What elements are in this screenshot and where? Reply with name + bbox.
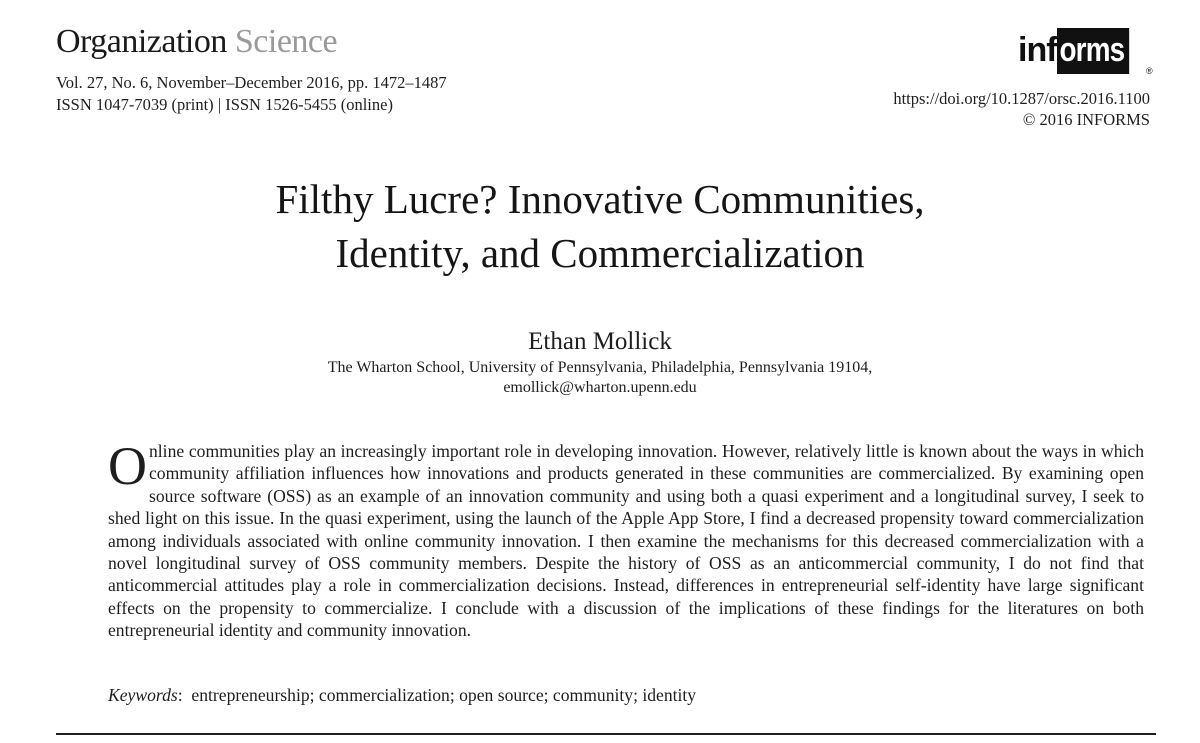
logo-part-1: inf: [1018, 31, 1057, 69]
keywords-values: entrepreneurship; commercialization; open source; community; identity: [191, 685, 697, 705]
informs-logo: [1018, 28, 1152, 76]
keywords-label: Keywords: [108, 685, 178, 705]
author-name: Ethan Mollick: [528, 328, 672, 355]
journal-name-secondary: Science: [234, 23, 338, 60]
logo-part-2: orms: [1057, 28, 1129, 74]
issn-line: ISSN 1047-7039 (print) | ISSN 1526-5455 (online): [56, 95, 393, 114]
journal-name-primary: Organization: [56, 23, 227, 60]
keywords-line: [108, 684, 696, 706]
abstract-drop-cap: O: [108, 436, 147, 496]
author-affiliation: The Wharton School, University of Pennsylvania, Philadelphia, Pennsylvania 19104,: [327, 359, 873, 376]
abstract: [108, 436, 1144, 642]
author-affiliation-block: [0, 358, 1200, 398]
section-divider: [56, 733, 1156, 735]
journal-name: [56, 22, 337, 62]
registered-mark: ®: [1146, 66, 1152, 76]
copyright-notice: © 2016 INFORMS: [1022, 110, 1150, 129]
journal-metadata: [56, 72, 447, 116]
author-email[interactable]: emollick@wharton.upenn.edu: [503, 379, 697, 396]
article-title-line-2: Identity, and Commercialization: [335, 230, 865, 276]
abstract-text: nline communities play an increasingly important role in developing innovation. However, relatively little is known about the ways in which community affiliation influences how innovations and products generated in these communities are commercialized. By examining open source software (OSS) as an example of an innovation community and using both a quasi experiment and a longitudinal survey, I seek to shed light on this issue. In the quasi experiment, using the launch of the Apple App Store, I find a decreased propensity toward commercialization among individuals associated with online community innovation. I then examine the mechanisms for this decreased commercialization with a novel longitudinal survey of OSS community members. Despite the history of OSS as an anticommercial community, I do not find that anticommercial attitudes play a role in commercialization decisions. Instead, differences in entrepreneurial self-identity have large significant effects on the propensity to commercialize. I conclude with a discussion of the implications of these findings for the literatures on both entrepreneurial identity and community innovation.: [108, 441, 1144, 641]
article-title: [0, 172, 1200, 280]
article-title-line-1: Filthy Lucre? Innovative Communities,: [275, 176, 925, 222]
keywords-separator: :: [177, 685, 183, 705]
volume-line: Vol. 27, No. 6, November–December 2016, pp. 1472–1487: [56, 73, 447, 92]
doi-link[interactable]: https://doi.org/10.1287/orsc.2016.1100: [893, 89, 1150, 108]
article-doi-block: [893, 88, 1150, 130]
